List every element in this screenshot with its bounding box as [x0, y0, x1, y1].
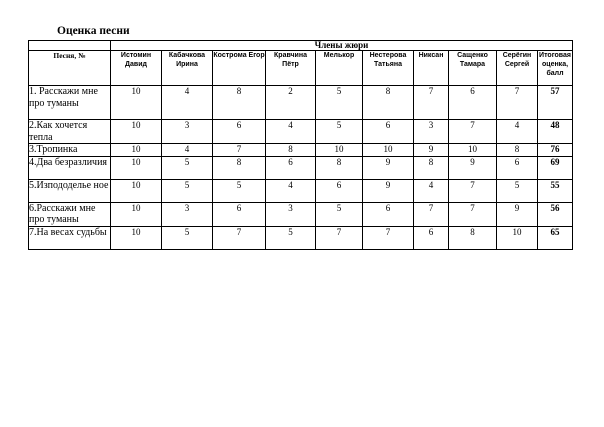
score-cell: 4 — [414, 179, 449, 202]
total-score-cell: 69 — [538, 156, 573, 179]
song-name-cell: 5.Изпододелье ное — [29, 179, 111, 202]
score-cell: 5 — [316, 120, 363, 144]
score-cell: 10 — [111, 156, 162, 179]
score-cell: 5 — [213, 179, 266, 202]
score-cell: 8 — [497, 144, 538, 157]
score-cell: 6 — [213, 202, 266, 226]
table-row — [29, 202, 573, 226]
judge-column-header: Кабачкова Ирина — [162, 51, 213, 86]
score-cell: 5 — [316, 86, 363, 120]
judge-column-header: Серёгин Сергей — [497, 51, 538, 86]
score-cell: 8 — [213, 86, 266, 120]
song-name-cell: 3.Тропинка — [29, 144, 111, 157]
song-name-cell: 2.Как хочется тепла — [29, 120, 111, 144]
score-cell: 10 — [497, 226, 538, 249]
total-score-cell: 56 — [538, 202, 573, 226]
score-cell: 7 — [449, 179, 497, 202]
score-cell: 9 — [414, 144, 449, 157]
score-cell: 5 — [497, 179, 538, 202]
score-cell: 5 — [266, 226, 316, 249]
score-cell: 9 — [363, 179, 414, 202]
score-cell: 10 — [449, 144, 497, 157]
total-score-cell: 65 — [538, 226, 573, 249]
score-cell: 7 — [449, 202, 497, 226]
table-row — [29, 226, 573, 249]
score-cell: 10 — [111, 202, 162, 226]
score-cell: 8 — [449, 226, 497, 249]
score-cell: 10 — [111, 226, 162, 249]
score-cell: 10 — [111, 179, 162, 202]
table-row — [29, 144, 573, 157]
score-cell: 10 — [316, 144, 363, 157]
table-row — [29, 120, 573, 144]
score-cell: 10 — [111, 144, 162, 157]
song-column-header: Песня, № — [29, 51, 111, 86]
total-score-cell: 48 — [538, 120, 573, 144]
score-cell: 6 — [497, 156, 538, 179]
score-cell: 7 — [449, 120, 497, 144]
score-cell: 10 — [111, 120, 162, 144]
total-score-cell: 57 — [538, 86, 573, 120]
column-header-row — [29, 51, 573, 86]
score-cell: 6 — [449, 86, 497, 120]
score-cell: 6 — [213, 120, 266, 144]
score-cell: 3 — [162, 120, 213, 144]
score-cell: 8 — [414, 156, 449, 179]
score-cell: 10 — [363, 144, 414, 157]
song-name-cell: 1. Расскажи мне про туманы — [29, 86, 111, 120]
score-cell: 6 — [363, 202, 414, 226]
score-cell: 4 — [266, 120, 316, 144]
score-cell: 7 — [316, 226, 363, 249]
score-cell: 7 — [213, 144, 266, 157]
score-cell: 8 — [316, 156, 363, 179]
score-cell: 5 — [162, 226, 213, 249]
score-cell: 6 — [363, 120, 414, 144]
scores-table — [28, 40, 573, 250]
score-cell: 8 — [213, 156, 266, 179]
score-cell: 7 — [363, 226, 414, 249]
score-cell: 3 — [414, 120, 449, 144]
score-cell: 5 — [162, 156, 213, 179]
score-cell: 3 — [162, 202, 213, 226]
song-name-cell: 4.Два безразличия — [29, 156, 111, 179]
score-cell: 9 — [497, 202, 538, 226]
score-cell: 4 — [162, 86, 213, 120]
total-column-header: Итоговая оценка, балл — [538, 51, 573, 86]
score-cell: 4 — [162, 144, 213, 157]
score-cell: 4 — [497, 120, 538, 144]
score-cell: 8 — [266, 144, 316, 157]
table-row — [29, 179, 573, 202]
score-cell: 2 — [266, 86, 316, 120]
table-row — [29, 156, 573, 179]
score-cell: 10 — [111, 86, 162, 120]
judge-column-header: Никсан — [414, 51, 449, 86]
score-cell: 5 — [162, 179, 213, 202]
judge-column-header: Истомин Давид — [111, 51, 162, 86]
judge-column-header: Кравчина Пётр — [266, 51, 316, 86]
score-cell: 9 — [363, 156, 414, 179]
score-cell: 4 — [266, 179, 316, 202]
total-score-cell: 76 — [538, 144, 573, 157]
score-cell: 9 — [449, 156, 497, 179]
score-cell: 7 — [213, 226, 266, 249]
judge-column-header: Нестерова Татьяна — [363, 51, 414, 86]
score-cell: 7 — [497, 86, 538, 120]
score-cell: 6 — [316, 179, 363, 202]
table-corner-cell — [29, 41, 111, 51]
judge-column-header: Кострома Егор — [213, 51, 266, 86]
score-cell: 7 — [414, 202, 449, 226]
total-score-cell: 55 — [538, 179, 573, 202]
score-cell: 6 — [266, 156, 316, 179]
song-name-cell: 6.Расскажи мне про туманы — [29, 202, 111, 226]
score-cell: 3 — [266, 202, 316, 226]
jury-header: Члены жюри — [111, 41, 573, 51]
score-cell: 6 — [414, 226, 449, 249]
judge-column-header: Мелькор — [316, 51, 363, 86]
score-cell: 5 — [316, 202, 363, 226]
score-cell: 7 — [414, 86, 449, 120]
page-title: Оценка песни — [57, 25, 130, 37]
score-cell: 8 — [363, 86, 414, 120]
judge-column-header: Сащенко Тамара — [449, 51, 497, 86]
table-row — [29, 86, 573, 120]
song-name-cell: 7.На весах судьбы — [29, 226, 111, 249]
